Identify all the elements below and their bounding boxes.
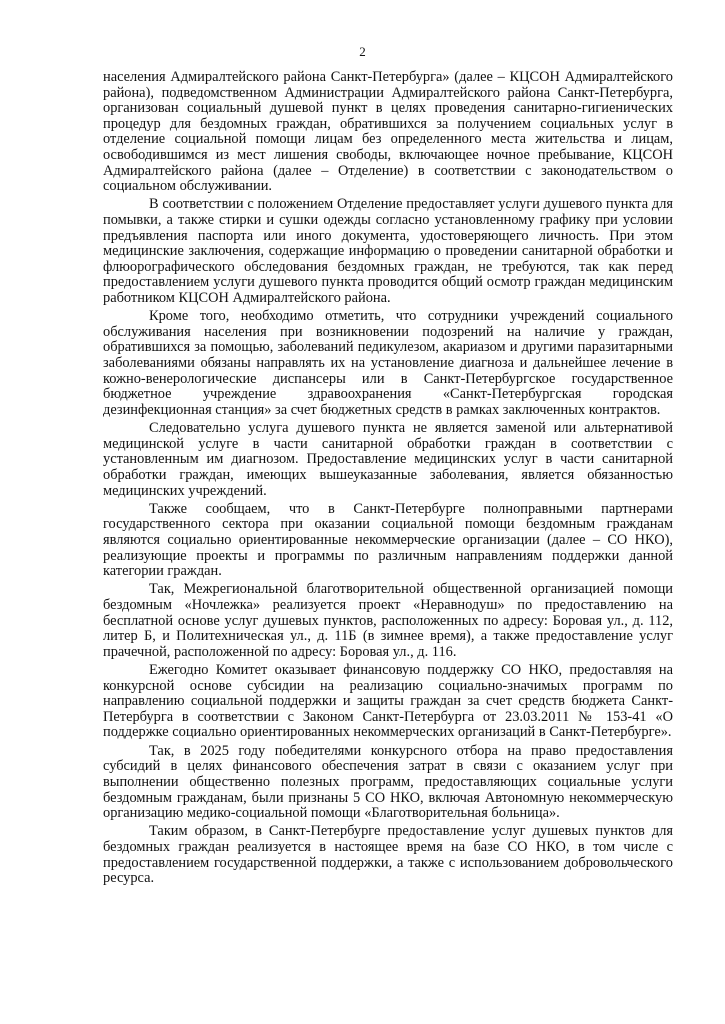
page-number: 2 — [359, 44, 366, 59]
paragraph-conclusion: Таким образом, в Санкт-Петербурге предоставление услуг душевых пунктов для бездомных граждан реализуется в настоящее время на базе СО НКО, в том числе с предоставлением государственной поддержки, а также с использованием добровольческого ресурса. — [103, 823, 673, 887]
paragraph-annual-support: Ежегодно Комитет оказывает финансовую поддержку СО НКО, предоставляя на конкурсной основе субсидии на реализацию социально-значимых программ по направлению социальной поддержки и защиты граждан за счет средств бюджета Санкт-Петербурга в соответствии с Законом Санкт-Петербурга от 23.03.2011 № 153-41 «О поддержке социально ориентированных некоммерческих организаций в Санкт-Петербурге». — [103, 662, 673, 741]
paragraph-not-medical-replacement: Следовательно услуга душевого пункта не является заменой или альтернативой медицинской услуге в части санитарной обработки граждан в соответствии с установленным им диагнозом. Предоставление медицинских услуг в части санитарной обработки граждан, имеющих вышеуказанные заболевания, является обязанностью медицинских учреждений. — [103, 420, 673, 499]
paragraph-nko-partners: Также сообщаем, что в Санкт-Петербурге полноправными партнерами государственного сектора при оказании социальной помощи бездомным гражданам являются социально ориентированные некоммерческие организации (далее – СО НКО), реализующие проекты и программы по различным направлениям поддержки данной категории граждан. — [103, 500, 673, 580]
paragraph-continuation: населения Адмиралтейского района Санкт-Петербурга» (далее – КЦСОН Адмиралтейского района), подведомственном Администрации Адмиралтейского района Санкт-Петербурга, организован социальный душевой пункт в целях проведения санитарно-гигиенических процедур для бездомных граждан, обратившихся за получением социальных услуг в отделение социальной помощи лицам без определенного места жительства и лицам, освободившимся из мест лишения свободы, включающее ночное пребывание, КЦСОН Адмиралтейского района (далее – Отделение) в соответствии с законодательством о социальном обслуживании. — [103, 69, 673, 195]
paragraph-2025-winners: Так, в 2025 году победителями конкурсного отбора на право предоставления субсидий в целях финансового обеспечения затрат в связи с оказанием услуг при выполнении общественно полезных программ, предоставляющих социальные услуги бездомным гражданам, были признаны 5 СО НКО, включая Автономную некоммерческую организацию медико-социальной помощи «Благотворительная больница». — [103, 742, 673, 822]
paragraph-nochlezhka-project: Так, Межрегиональной благотворительной общественной организацией помощи бездомным «Ночлежка» реализуется проект «Неравнодуш» по предоставлению на бесплатной основе услуг душевых пунктов, расположенных по адресу: Боровая ул., д. 112, литер Б, и Политехническая ул., д. 11Б (в зимнее время), а также предоставление услуг прачечной, расположенной по адресу: Боровая ул., д. 116. — [103, 581, 673, 660]
paragraph-staff-obligations: Кроме того, необходимо отметить, что сотрудники учреждений социального обслуживания населения при возникновении подозрений на наличие у граждан, обратившихся за помощью, заболеваний педикулезом, акариазом и другими паразитарными заболеваниями обязаны направлять их на установление диагноза и дальнейшее лечение в кожно-венерологические диспансеры или в Санкт-Петербургское государственное бюджетное учреждение здравоохранения «Санкт-Петербургская городская дезинфекционная станция» за счет бюджетных средств в рамках заключенных контрактов. — [103, 308, 673, 418]
document-body — [103, 70, 673, 889]
paragraph-shower-point-services: В соответствии с положением Отделение предоставляет услуги душевого пункта для помывки, а также стирки и сушки одежды согласно установленному графику при условии предъявления паспорта или иного документа, удостоверяющего личность. При этом медицинские заключения, содержащие информацию о проведении санитарной обработки и флюорографического обследования бездомных граждан, не требуются, так как перед предоставлением услуги душевого пункта проводится общий осмотр граждан медицинским работником КЦСОН Адмиралтейского района. — [103, 196, 673, 306]
